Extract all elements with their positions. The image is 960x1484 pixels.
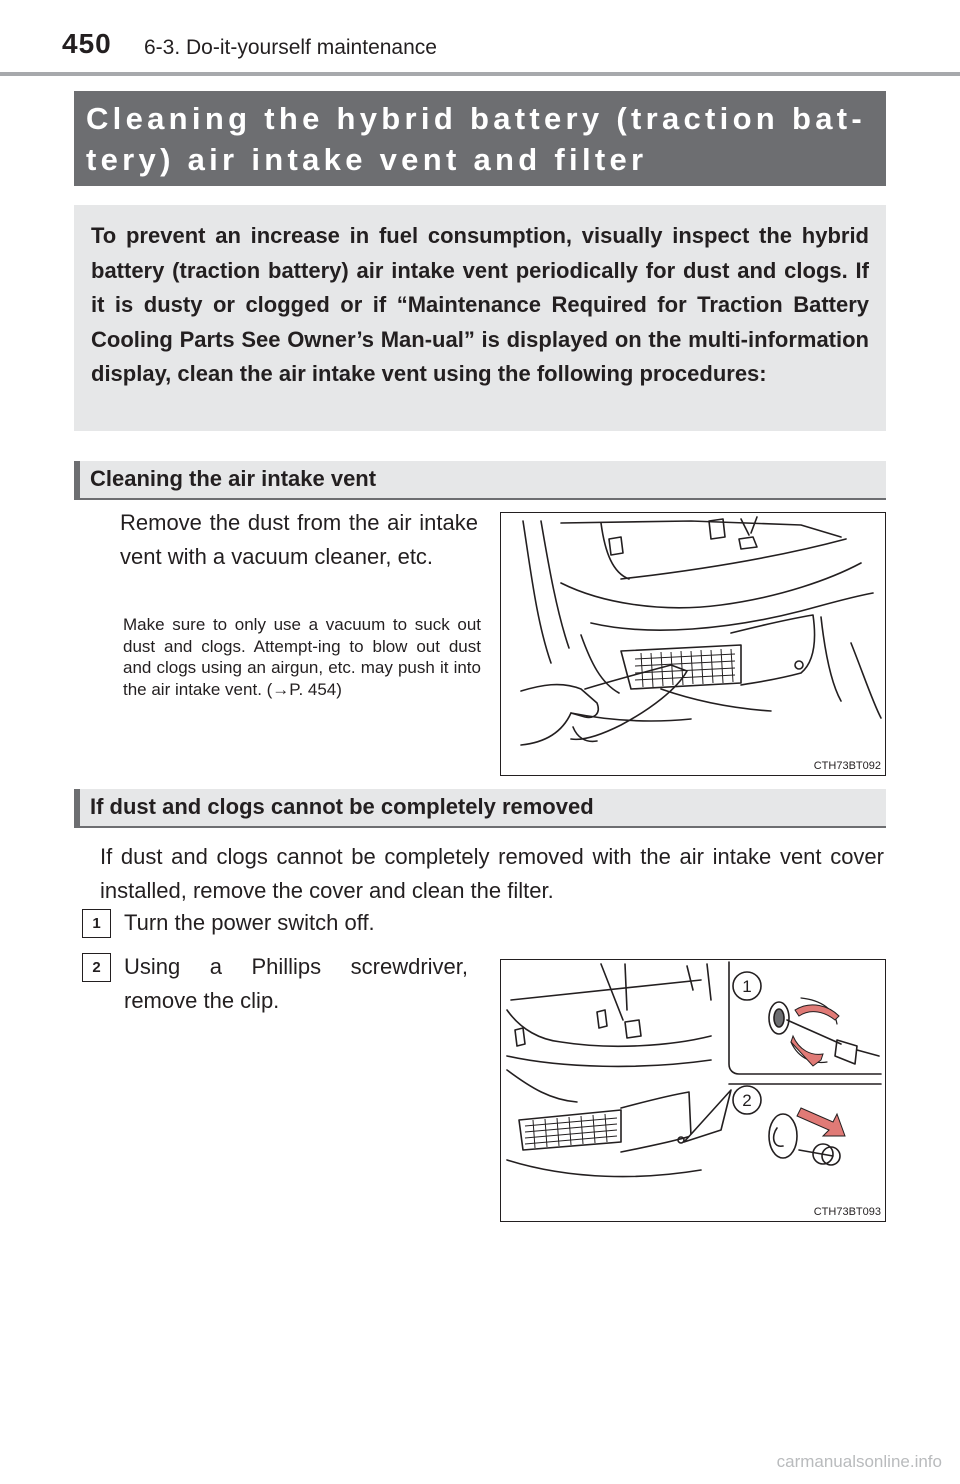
intro-box <box>74 205 886 431</box>
section-title: 6-3. Do-it-yourself maintenance <box>144 36 437 59</box>
figure-code: CTH73BT092 <box>813 760 881 772</box>
figure-code: CTH73BT093 <box>813 1206 881 1218</box>
step-number-badge: 2 <box>82 953 111 982</box>
instruction-text: If dust and clogs cannot be completely removed with the air intake vent cover installed, remove the cover and clean the filter. <box>100 844 884 903</box>
subheading-text: If dust and clogs cannot be completely removed <box>90 794 594 819</box>
page-title-band <box>74 91 886 186</box>
watermark: carmanualsonline.info <box>776 1452 942 1471</box>
subheading-dust-not-removed <box>74 789 886 828</box>
callout-2: 2 <box>742 1091 752 1110</box>
callout-1: 1 <box>742 977 752 996</box>
figure-remove-clip <box>500 959 886 1222</box>
page-number: 450 <box>62 28 112 59</box>
figure-vacuum-vent <box>500 512 886 776</box>
step-number-badge: 1 <box>82 909 111 938</box>
intro-text: To prevent an increase in fuel consumption, visually inspect the hybrid battery (traction battery) air intake vent periodically for dust and clogs. If it is dusty or clogged or if “Maintenance Required for Traction Battery Cooling Parts See Owner’s Man-ual” is displayed on the multi-information display, clean the air intake vent using the following procedures: <box>91 223 869 386</box>
header-divider <box>0 72 960 76</box>
vacuum-illustration <box>501 513 885 775</box>
note-text: Make sure to only use a vacuum to suck out dust and clogs. Attempt-ing to blow out dust and clogs using an airgun, etc. may push it into the air intake vent. (→P. 454) <box>123 615 481 699</box>
page-title: Cleaning the hybrid battery (traction bat- tery) air intake vent and filter <box>86 101 866 177</box>
step-text: Using a Phillips screwdriver, remove the clip. <box>124 954 468 1013</box>
instruction-text: Remove the dust from the air intake vent with a vacuum cleaner, etc. <box>120 510 478 569</box>
subheading-marker <box>74 789 80 828</box>
clip-removal-illustration <box>501 960 885 1221</box>
subheading-text: Cleaning the air intake vent <box>90 466 377 491</box>
step-text: Turn the power switch off. <box>124 910 375 935</box>
subheading-cleaning-vent <box>74 461 886 500</box>
subheading-marker <box>74 461 80 500</box>
